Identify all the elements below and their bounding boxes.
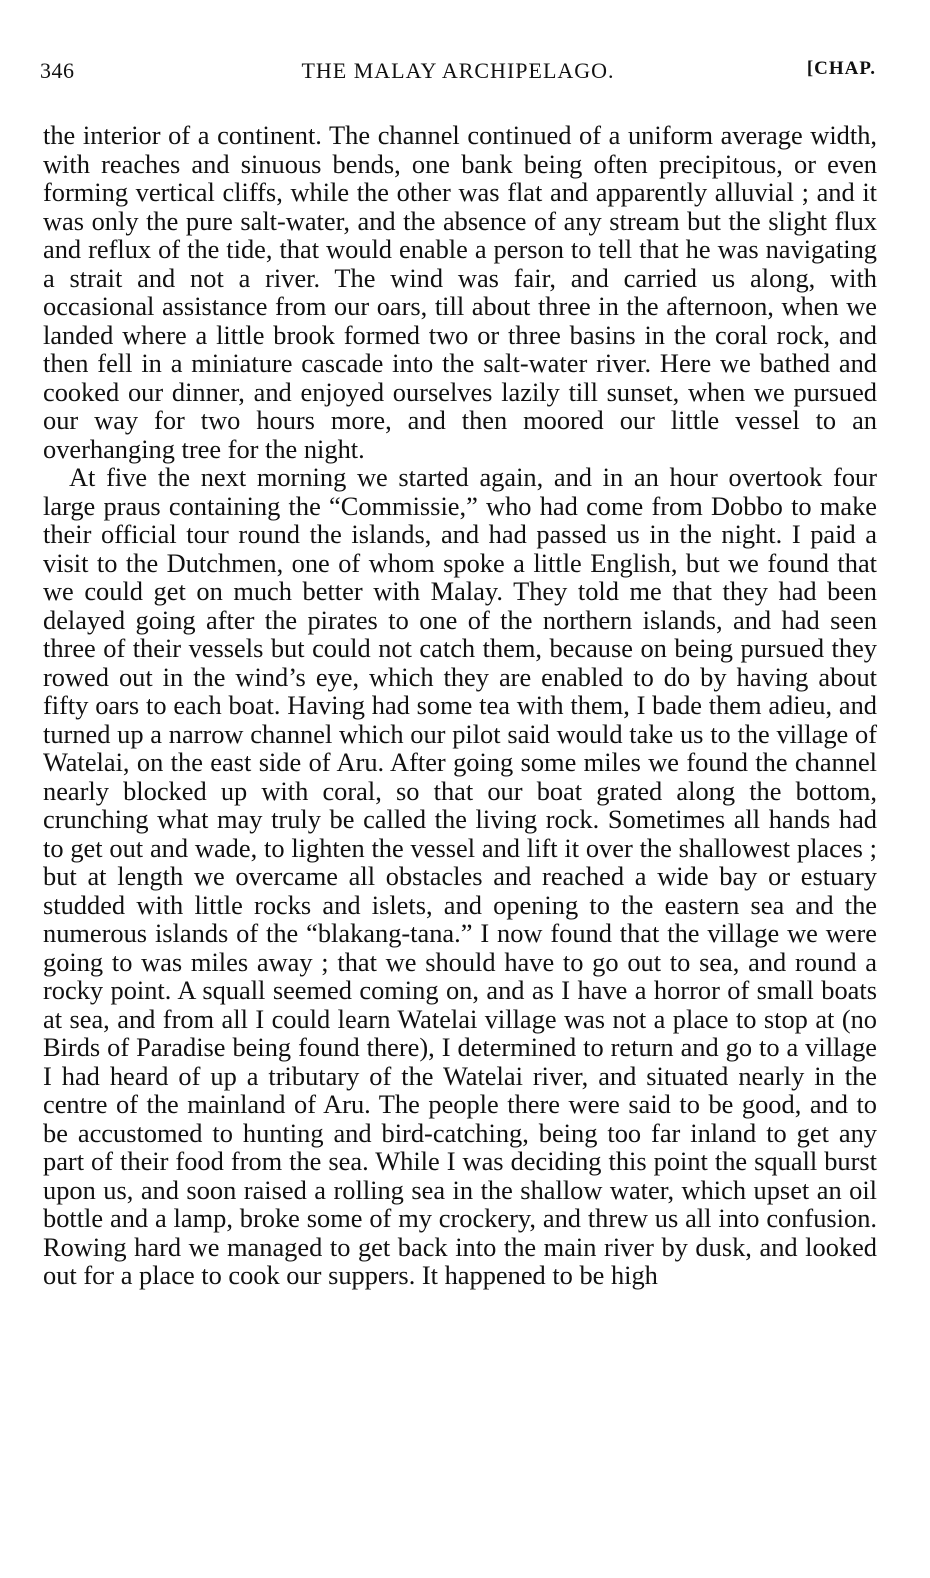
chapter-mark: [CHAP. bbox=[806, 58, 876, 79]
running-head bbox=[40, 58, 876, 90]
paragraph: At five the next morning we started again, and in an hour overtook four large praus containing the “Commissie,” who had come from Dobbo to make their official tour round the islands, and had passed us in the night. I paid a visit to the Dutchmen, one of whom spoke a little English, but we found that we could get on much better with Malay. They told me that they had been delayed going after the pirates to one of the northern islands, and had seen three of their vessels but could not catch them, because on being pursued they rowed out in the wind’s eye, which they are enabled to do by having about fifty oars to each boat. Having had some tea with them, I bade them adieu, and turned up a narrow channel which our pilot said would take us to the village of Watelai, on the east side of Aru. After going some miles we found the channel nearly blocked up with coral, so that our boat grated along the bottom, crunching what may truly be called the living rock. Sometimes all hands had to get out and wade, to lighten the vessel and lift it over the shallowest places ; but at length we overcame all obstacles and reached a wide bay or estuary studded with little rocks and islets, and opening to the eastern sea and the numerous islands of the “blakang-tana.” I now found that the village we were going to was miles away ; that we should have to go out to sea, and round a rocky point. A squall seemed coming on, and as I have a horror of small boats at sea, and from all I could learn Watelai village was not a place to stop at (no Birds of Paradise being found there), I determined to return and go to a village I had heard of up a tributary of the Watelai river, and situated nearly in the centre of the mainland of Aru. The people there were said to be good, and to be accustomed to hunting and bird-catching, being too far inland to get any part of their food from the sea. While I was deciding this point the squall burst upon us, and soon raised a rolling sea in the shallow water, which upset an oil bottle and a lamp, broke some of my crockery, and threw us all into confusion. Rowing hard we managed to get back into the main river by dusk, and looked out for a place to cook our suppers. It happened to be high bbox=[43, 462, 877, 1290]
running-title: THE MALAY ARCHIPELAGO. bbox=[301, 58, 615, 83]
page-number: 346 bbox=[40, 58, 75, 83]
paragraph-continued: the interior of a continent. The channel continued of a uniform average width, with reaches and sinuous bends, one bank being often precipitous, or even forming vertical cliffs, while the other was flat and apparently alluvial ; and it was only the pure salt-water, and the absence of any stream but the slight flux and reflux of the tide, that would enable a person to tell that he was navigating a strait and not a river. The wind was fair, and carried us along, with occasional assistance from our oars, till about three in the afternoon, when we landed where a little brook formed two or three basins in the coral rock, and then fell in a miniature cascade into the salt-water river. Here we bathed and cooked our dinner, and enjoyed ourselves lazily till sunset, when we pursued our way for two hours more, and then moored our little vessel to an overhanging tree for the night. bbox=[43, 120, 877, 464]
body-text bbox=[43, 121, 877, 1290]
